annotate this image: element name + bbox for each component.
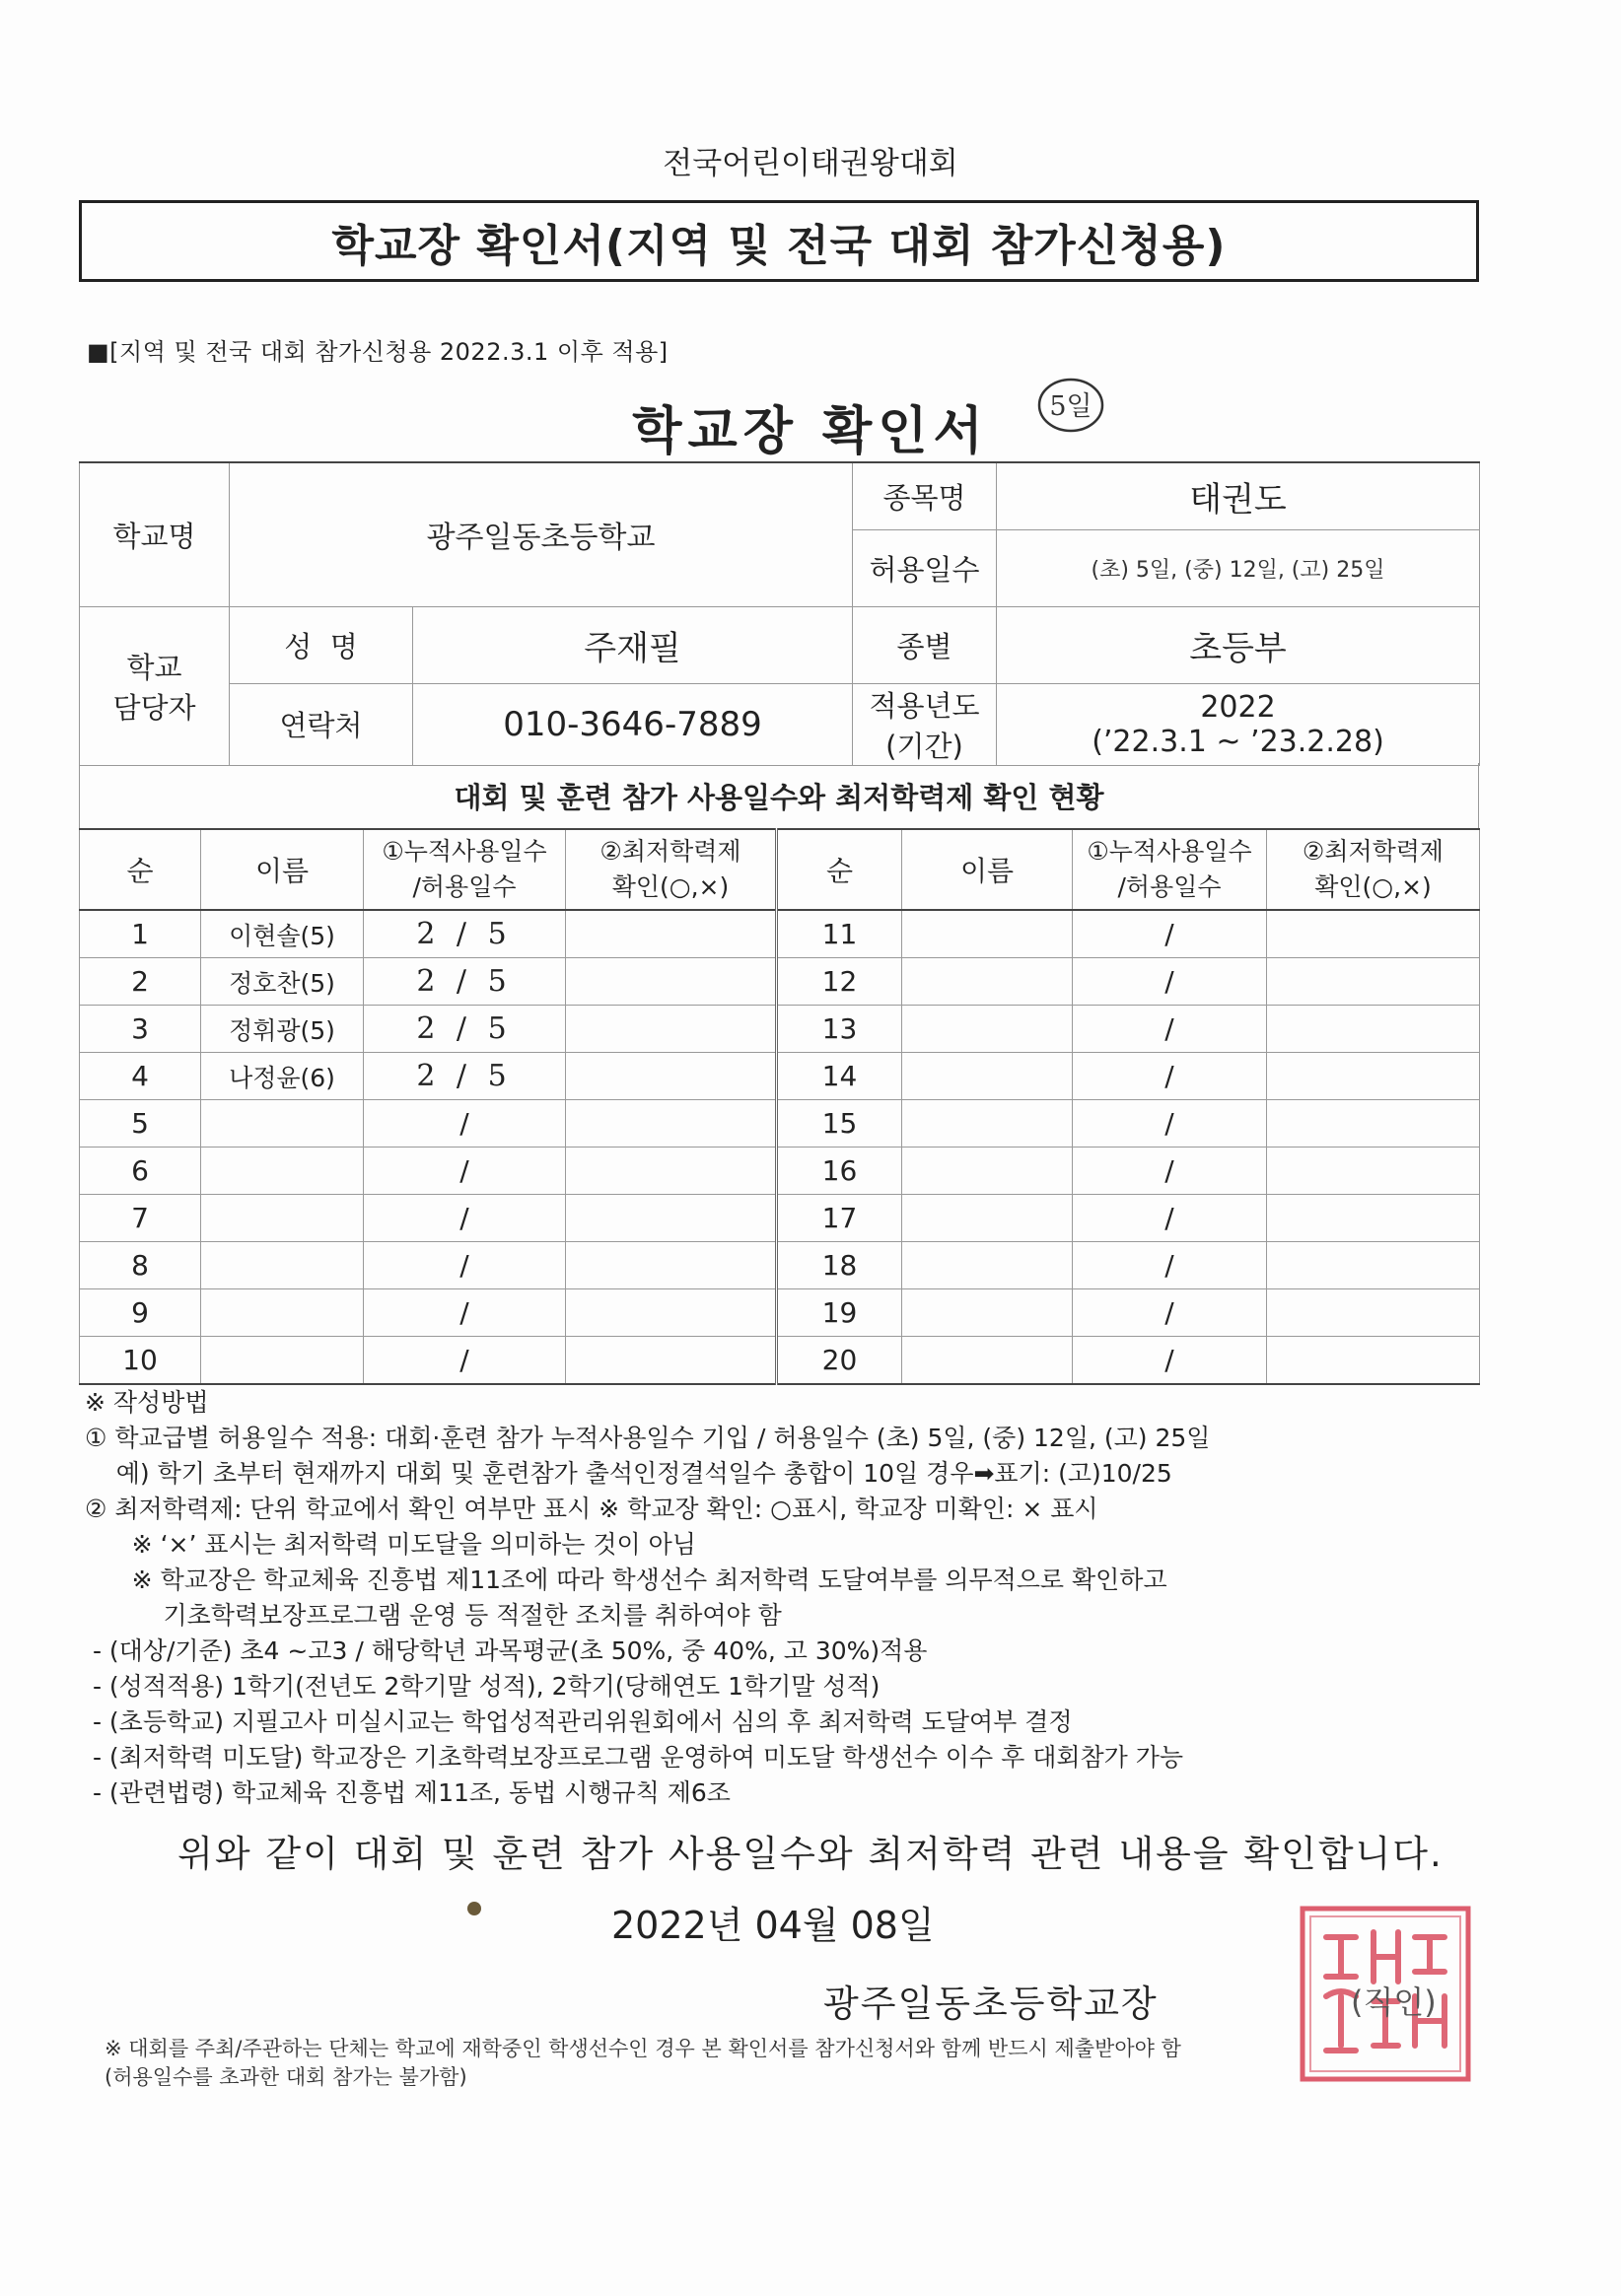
footer-note [105,2035,1181,2092]
header-name-right: 이름 [902,829,1073,910]
header-min-line-1: ②최저학력제 [1302,837,1445,866]
row-check [566,910,777,958]
manager-label [80,606,230,765]
row-name [902,1195,1073,1242]
status-title: 대회 및 훈련 참가 사용일수와 최저학력제 확인 현황 [79,763,1479,828]
division-label: 종별 [853,606,997,683]
row-check [1267,1053,1480,1100]
writing-method-notes [85,1385,1485,1811]
row-name: 이현솔(5) [201,910,364,958]
principal-name: 광주일동초등학교장 [823,1983,1159,2025]
header-days-right [1073,829,1267,910]
row-name: 정호찬(5) [201,958,364,1006]
method-note-line: - (초등학교) 지필고사 미실시교는 학업성적관리위원회에서 심의 후 최저학력 도달여부 결정 [85,1707,1073,1736]
info-table [79,461,1480,766]
row-days: / [1073,1053,1267,1100]
row-check [566,1195,777,1242]
sport-value: 태권도 [997,462,1480,529]
contact-label: 연락처 [230,683,413,765]
header-min-line-2: 확인(○,×) [1314,872,1432,901]
row-check [566,1242,777,1289]
manager-label-line-2: 담당자 [112,690,196,725]
year-label-line-2: (기간) [885,729,963,763]
row-no: 9 [80,1289,201,1337]
row-name [902,1148,1073,1195]
row-name: 나정윤(6) [201,1053,364,1100]
handwritten-circle-mark [1035,375,1106,436]
row-days: / [1073,958,1267,1006]
row-check [566,1006,777,1053]
row-check [1267,1289,1480,1337]
school-value: 광주일동초등학교 [230,462,853,606]
method-note-line: ② 최저학력제: 단위 학교에서 확인 여부만 표시 ※ 학교장 확인: ○표시, 학교장 미확인: × 표시 [85,1495,1098,1523]
header-days-line-2: /허용일수 [1117,872,1222,901]
method-note-line: 기초학력보장프로그램 운영 등 적절한 조치를 취하여야 함 [85,1601,782,1630]
method-note-line: - (관련법령) 학교체육 진흥법 제11조, 동법 시행규칙 제6조 [85,1778,731,1807]
row-check [566,1289,777,1337]
row-days: / [364,1337,566,1385]
row-name [201,1148,364,1195]
row-no: 18 [777,1242,902,1289]
document-title: 학교장 확인서(지역 및 전국 대회 참가신청용) [331,220,1227,271]
year-label [853,683,997,765]
year-value [997,683,1480,765]
row-name [201,1100,364,1148]
row-no: 3 [80,1006,201,1053]
row-no: 6 [80,1148,201,1195]
row-days: 2 / 5 [364,910,566,958]
row-no: 4 [80,1053,201,1100]
allowed-days-value: (초) 5일, (중) 12일, (고) 25일 [997,529,1480,606]
row-no: 5 [80,1100,201,1148]
row-days: / [364,1100,566,1148]
row-name [902,1006,1073,1053]
row-days: / [1073,1006,1267,1053]
header-no-right: 순 [777,829,902,910]
handwritten-mark-text: 5일 [1049,391,1092,422]
row-name [902,958,1073,1006]
row-days: 2 / 5 [364,958,566,1006]
table-row [80,1289,1480,1337]
table-row [80,1337,1480,1385]
row-no: 13 [777,1006,902,1053]
table-row [80,1242,1480,1289]
row-name [902,1289,1073,1337]
year-value-line-2: (’22.3.1 ~ ’23.2.28) [1092,724,1384,759]
row-no: 19 [777,1289,902,1337]
row-days: / [364,1289,566,1337]
row-days: / [1073,1195,1267,1242]
header-days-line-1: ①누적사용일수 [382,837,547,866]
row-check [1267,1337,1480,1385]
row-days: / [364,1242,566,1289]
row-check [1267,1100,1480,1148]
row-days: / [1073,1337,1267,1385]
main-title: 학교장 확인서 [632,402,989,461]
row-no: 20 [777,1337,902,1385]
row-no: 15 [777,1100,902,1148]
document-title-box [79,200,1479,282]
row-days: / [1073,1242,1267,1289]
row-days: / [1073,1289,1267,1337]
row-days: / [1073,910,1267,958]
row-days: 2 / 5 [364,1053,566,1100]
row-check [566,958,777,1006]
method-note-line: ① 학교급별 허용일수 적용: 대회·훈련 참가 누적사용일수 기입 / 허용일수 (초) 5일, (중) 12일, (고) 25일 [85,1424,1211,1452]
table-row [80,958,1480,1006]
row-name [902,1053,1073,1100]
seal-label: (직인) [1351,1983,1437,2021]
allowed-days-label: 허용일수 [853,529,997,606]
table-row [80,1006,1480,1053]
row-no: 11 [777,910,902,958]
row-days: / [364,1195,566,1242]
method-note-line: ※ 작성방법 [85,1388,209,1417]
division-value: 초등부 [997,606,1480,683]
row-no: 1 [80,910,201,958]
table-row [80,910,1480,958]
row-name [201,1289,364,1337]
row-check [1267,1195,1480,1242]
row-check [1267,958,1480,1006]
attendance-table [79,828,1480,1385]
row-name [201,1337,364,1385]
row-no: 2 [80,958,201,1006]
ink-spot [463,1898,485,1919]
row-name [902,1100,1073,1148]
row-check [1267,1242,1480,1289]
application-note: ■[지역 및 전국 대회 참가신청용 2022.3.1 이후 적용] [87,338,669,366]
header-min-right [1267,829,1480,910]
row-no: 8 [80,1242,201,1289]
row-check [1267,1148,1480,1195]
row-name [902,1337,1073,1385]
header-days-line-2: /허용일수 [412,872,517,901]
name-value: 주재필 [413,606,853,683]
row-check [566,1100,777,1148]
table-row [80,1148,1480,1195]
row-no: 7 [80,1195,201,1242]
row-days: / [1073,1100,1267,1148]
row-no: 10 [80,1337,201,1385]
row-no: 14 [777,1053,902,1100]
row-check [566,1148,777,1195]
row-name [201,1242,364,1289]
row-no: 16 [777,1148,902,1195]
row-check [566,1337,777,1385]
header-days-left [364,829,566,910]
header-name-left: 이름 [201,829,364,910]
header-min-left [566,829,777,910]
event-name: 전국어린이태권왕대회 [663,146,958,181]
year-label-line-1: 적용년도 [869,688,980,723]
row-name [201,1195,364,1242]
row-check [1267,910,1480,958]
method-note-line: 예) 학기 초부터 현재까지 대회 및 훈련참가 출석인정결석일수 총합이 10일 경우➡표기: (고)10/25 [85,1459,1172,1488]
row-days: / [1073,1148,1267,1195]
row-name [902,910,1073,958]
row-check [1267,1006,1480,1053]
row-name: 정휘광(5) [201,1006,364,1053]
year-value-line-1: 2022 [1200,689,1276,725]
header-min-line-1: ②최저학력제 [599,837,741,866]
method-note-line: ※ 학교장은 학교체육 진흥법 제11조에 따라 학생선수 최저학력 도달여부를 의무적으로 확인하고 [85,1565,1167,1594]
header-no-left: 순 [80,829,201,910]
manager-label-line-1: 학교 [126,650,182,684]
header-days-line-1: ①누적사용일수 [1087,837,1252,866]
header-min-line-2: 확인(○,×) [611,872,730,901]
method-note-line: - (최저학력 미도달) 학교장은 기초학력보장프로그램 운영하여 미도달 학생선수 이수 후 대회참가 가능 [85,1743,1184,1772]
confirmation-statement: 위와 같이 대회 및 훈련 참가 사용일수와 최저학력 관련 내용을 확인합니다. [177,1833,1444,1875]
footer-line-2: (허용일수를 초과한 대회 참가는 불가함) [105,2065,467,2089]
row-check [566,1053,777,1100]
contact-value: 010-3646-7889 [413,683,853,765]
school-label: 학교명 [80,462,230,606]
sport-label: 종목명 [853,462,997,529]
row-days: / [364,1148,566,1195]
row-name [902,1242,1073,1289]
name-label: 성 명 [230,606,413,683]
row-no: 17 [777,1195,902,1242]
row-days: 2 / 5 [364,1006,566,1053]
table-row [80,1100,1480,1148]
method-note-line: - (성적적용) 1학기(전년도 2학기말 성적), 2학기(당해연도 1학기말 성적) [85,1672,881,1701]
method-note-line: ※ ‘×’ 표시는 최저학력 미도달을 의미하는 것이 아님 [85,1530,696,1559]
issue-date: 2022년 04월 08일 [611,1904,935,1947]
table-row [80,1053,1480,1100]
footer-line-1: ※ 대회를 주최/주관하는 단체는 학교에 재학중인 학생선수인 경우 본 확인서를 참가신청서와 함께 반드시 제출받아야 함 [105,2037,1181,2060]
method-note-line: - (대상/기준) 초4 ~고3 / 해당학년 과목평균(초 50%, 중 40%, 고 30%)적용 [85,1636,928,1665]
row-no: 12 [777,958,902,1006]
table-row [80,1195,1480,1242]
